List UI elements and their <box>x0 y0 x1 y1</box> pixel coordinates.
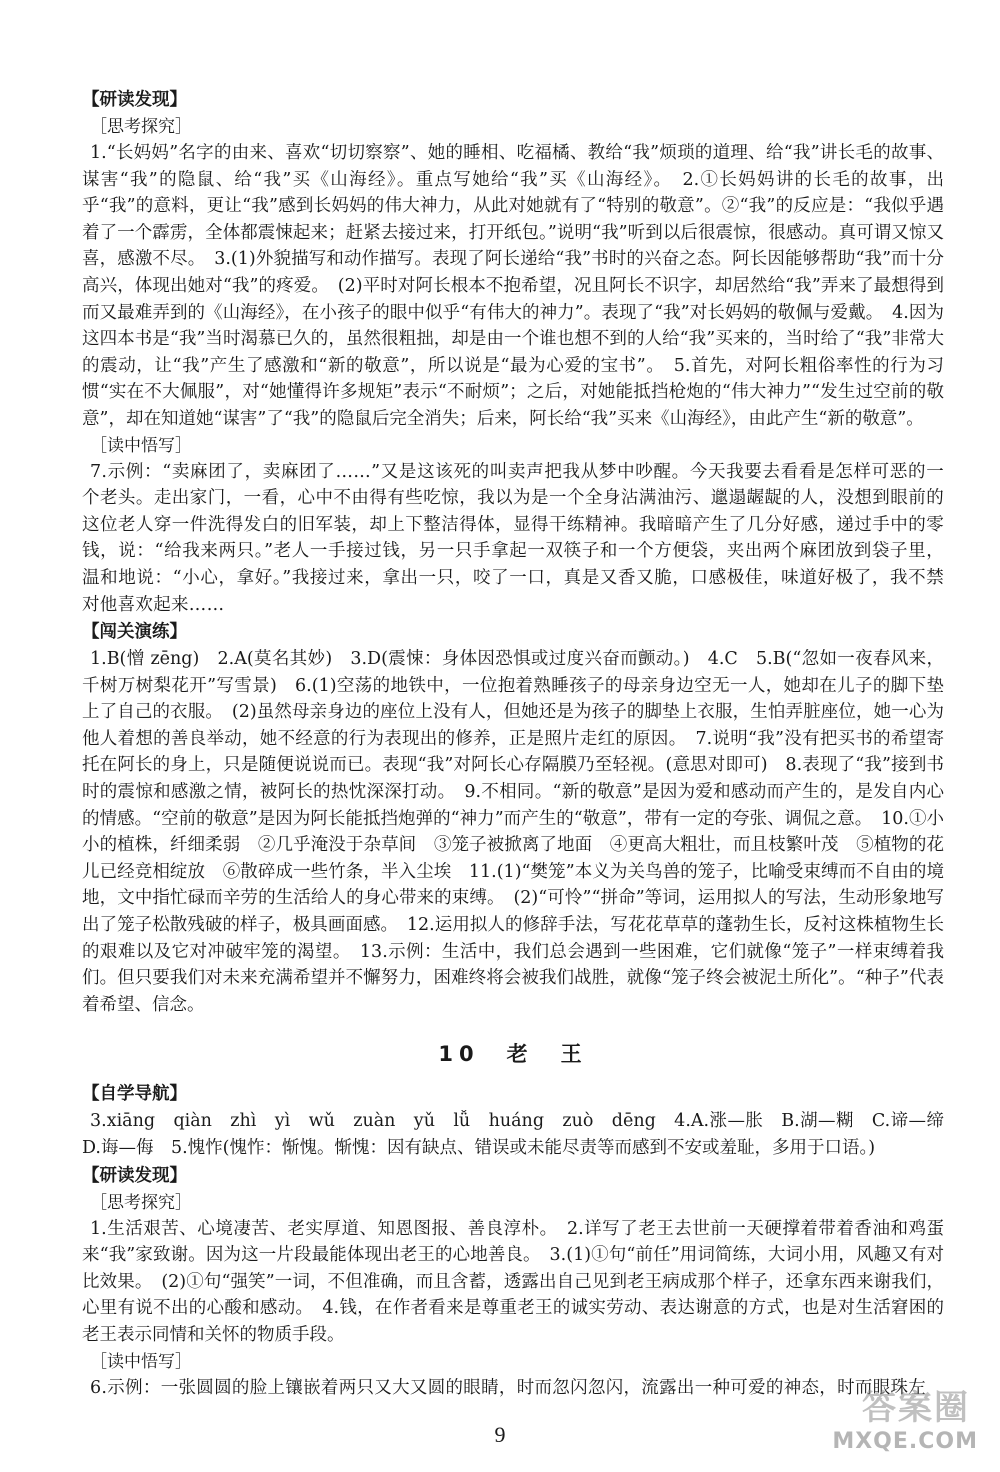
subheading-duzhong: ［读中悟写］ <box>90 435 192 456</box>
subheading-duzhong-2: ［读中悟写］ <box>90 1351 192 1372</box>
section-heading-yandu-2: 【研读发现】 <box>82 1165 187 1186</box>
answer-paragraph-chuangguan: 1.B(憎 zēng) 2.A(莫名其妙) 3.D(震悚：身体因恐惧或过度兴奋而颤动。) 4.C 5.B(“忽如一夜春风来，千树万树梨花开”写雪景) 6.(1)空荡的地铁中，一位抱着熟睡孩子的母亲身边空无一人，她却在儿子的脚下垫上了自己的衣服。 (2)虽然母亲身边的座位上没有人，但她还是为孩子的脚垫上衣服，生怕弄脏座位，她一心为他人着想的善良举动，她不经意的行为表现出的修养，正是照片走红的原因。 7.说明“我”没有把买书的希望寄托在阿长的身上，只是随便说说而已。表现“我”对阿长心存隔膜乃至轻视。(意思对即可) 8.表现了“我”接到书时的震惊和感激之情，被阿长的热忱深深打动。 9.不相同。“新的敬意”是因为爱和感动而产生的，是发自内心的情感。“空前的敬意”是因为阿长能抵挡炮弹的“神力”而产生的“敬意”，带有一定的夸张、调侃之意。 10.①小小的植株，纤细柔弱 ②几乎淹没于杂草间 ③笼子被掀离了地面 ④更高大粗壮，而且枝繁叶茂 ⑤植物的花儿已经竞相绽放 ⑥散碎成一些竹条，半入尘埃 11.(1)“樊笼”本义为关鸟兽的笼子，比喻受束缚而不自由的境地，文中指忙碌而辛劳的生活给人的身心带来的束缚。 (2)“可怜”“拼命”等词，运用拟人的写法，生动形象地写出了笼子松散残破的样子，极具画面感。 12.运用拟人的修辞手法，写花花草草的蓬勃生长，反衬这株植物生长的艰难以及它对冲破牢笼的渴望。 13.示例：生活中，我们总会遇到一些困难，它们就像“笼子”一样束缚着我们。但只要我们对未来充满希望并不懈努力，困难终将会被我们战胜，就像“笼子终会被泥土所化”。“种子”代表着希望、信念。 <box>82 649 944 1015</box>
page-number: 9 <box>494 1422 506 1447</box>
answer-paragraph-sikao-2: 1.生活艰苦、心境凄苦、老实厚道、知恩图报、善良淳朴。 2.详写了老王去世前一天硬撑着带着香油和鸡蛋来“我”家致谢。因为这一片段最能体现出老王的心地善良。 3.(1)①句“前任”用词简练，大词小用，风趣又有对比效果。 (2)①句“强笑”一词，不但准确，而且含蓄，透露出自己见到老王病成那个样子，还拿东西来谢我们，心里有说不出的心酸和感动。 4.钱，在作者看来是尊重老王的诚实劳动、表达谢意的方式，也是对生活窘困的老王表示同情和关怀的物质手段。 <box>82 1218 944 1345</box>
document-page <box>82 86 962 1401</box>
answer-paragraph-duzhong: 7.示例：“卖麻团了，卖麻团了……”又是这该死的叫卖声把我从梦中吵醒。今天我要去看看是怎样可恶的一个老头。走出家门，一看，心中不由得有些吃惊，我以为是一个全身沾满油污、邋遢龌龊的人，没想到眼前的这位老人穿一件洗得发白的旧军装，却上下整洁得体，显得干练精神。我暗暗产生了几分好感，递过手中的零钱，说：“给我来两只。”老人一手接过钱，另一只手拿起一双筷子和一个方便袋，夹出两个麻团放到袋子里，温和地说：“小心，拿好。”我接过来，拿出一只，咬了一口，真是又香又脆，口感极佳，味道好极了，我不禁对他喜欢起来…… <box>82 461 944 615</box>
section-heading-yandu: 【研读发现】 <box>82 90 187 110</box>
answer-paragraph-sikao: 1.“长妈妈”名字的由来、喜欢“切切察察”、她的睡相、吃福橘、教给“我”烦琐的道理、给“我”讲长毛的故事、谋害“我”的隐鼠、给“我”买《山海经》。重点写她给“我”买《山海经》。 2.①长妈妈讲的长毛的故事，出乎“我”的意料，更让“我”感到长妈妈的伟大神力，从此对她就有了“特别的敬意”。②“我”的反应是：“我似乎遇着了一个霹雳，全体都震悚起来；赶紧去接过来，打开纸包。”说明“我”听到以后很震惊，很感动。真可谓又惊又喜，感激不尽。 3.(1)外貌描写和动作描写。表现了阿长递给“我”书时的兴奋之态。阿长因能够帮助“我”而十分高兴，体现出她对“我”的疼爱。 (2)平时对阿长根本不抱希望，况且阿长不识字，却居然给“我”弄来了最想得到而又最难弄到的《山海经》，在小孩子的眼中似乎“有伟大的神力”。表现了“我”对长妈妈的敬佩与爱戴。 4.因为这四本书是“我”当时渴慕已久的，虽然很粗拙，却是由一个谁也想不到的人给“我”买来的，当时给了“我”非常大的震动，让“我”产生了感激和“新的敬意”，所以说是“最为心爱的宝书”。 5.首先，对阿长粗俗率性的行为习惯“实在不大佩服”，对“她懂得许多规矩”表示“不耐烦”；之后，对她能抵挡枪炮的“伟大神力”“发生过空前的敬意”，却在知道她“谋害”了“我”的隐鼠后完全消失；后来，阿长给“我”买来《山海经》，由此产生“新的敬意”。 <box>82 143 944 429</box>
lesson-title: 10 老 王 <box>438 1042 588 1067</box>
section-heading-zixue: 【自学导航】 <box>82 1084 187 1105</box>
watermark-logo: 答案圈 <box>862 1388 970 1428</box>
answer-paragraph-zixue: 3.xiāng qiàn zhì yì wǔ zuàn yǔ lǚ huáng zuò dēng 4.A.涨—胀 B.湖—糊 C.谛—缔 D.诲—侮 5.愧怍(愧怍：惭愧。惭愧：因有缺点、错误或未能尽责等而感到不安或羞耻，多用于口语。) <box>82 1111 962 1158</box>
section-heading-chuangguan: 【闯关演练】 <box>82 622 187 643</box>
subheading-sikao: ［思考探究］ <box>90 117 192 137</box>
subheading-sikao-2: ［思考探究］ <box>90 1192 192 1213</box>
watermark-url: MXQE.COM <box>832 1429 978 1454</box>
watermark <box>788 1380 978 1454</box>
answer-paragraph-duzhong-2: 6.示例：一张圆圆的脸上镶嵌着两只又大又圆的眼睛，时而忽闪忽闪，流露出一种可爱的神态，时而眼珠左 <box>90 1377 927 1398</box>
